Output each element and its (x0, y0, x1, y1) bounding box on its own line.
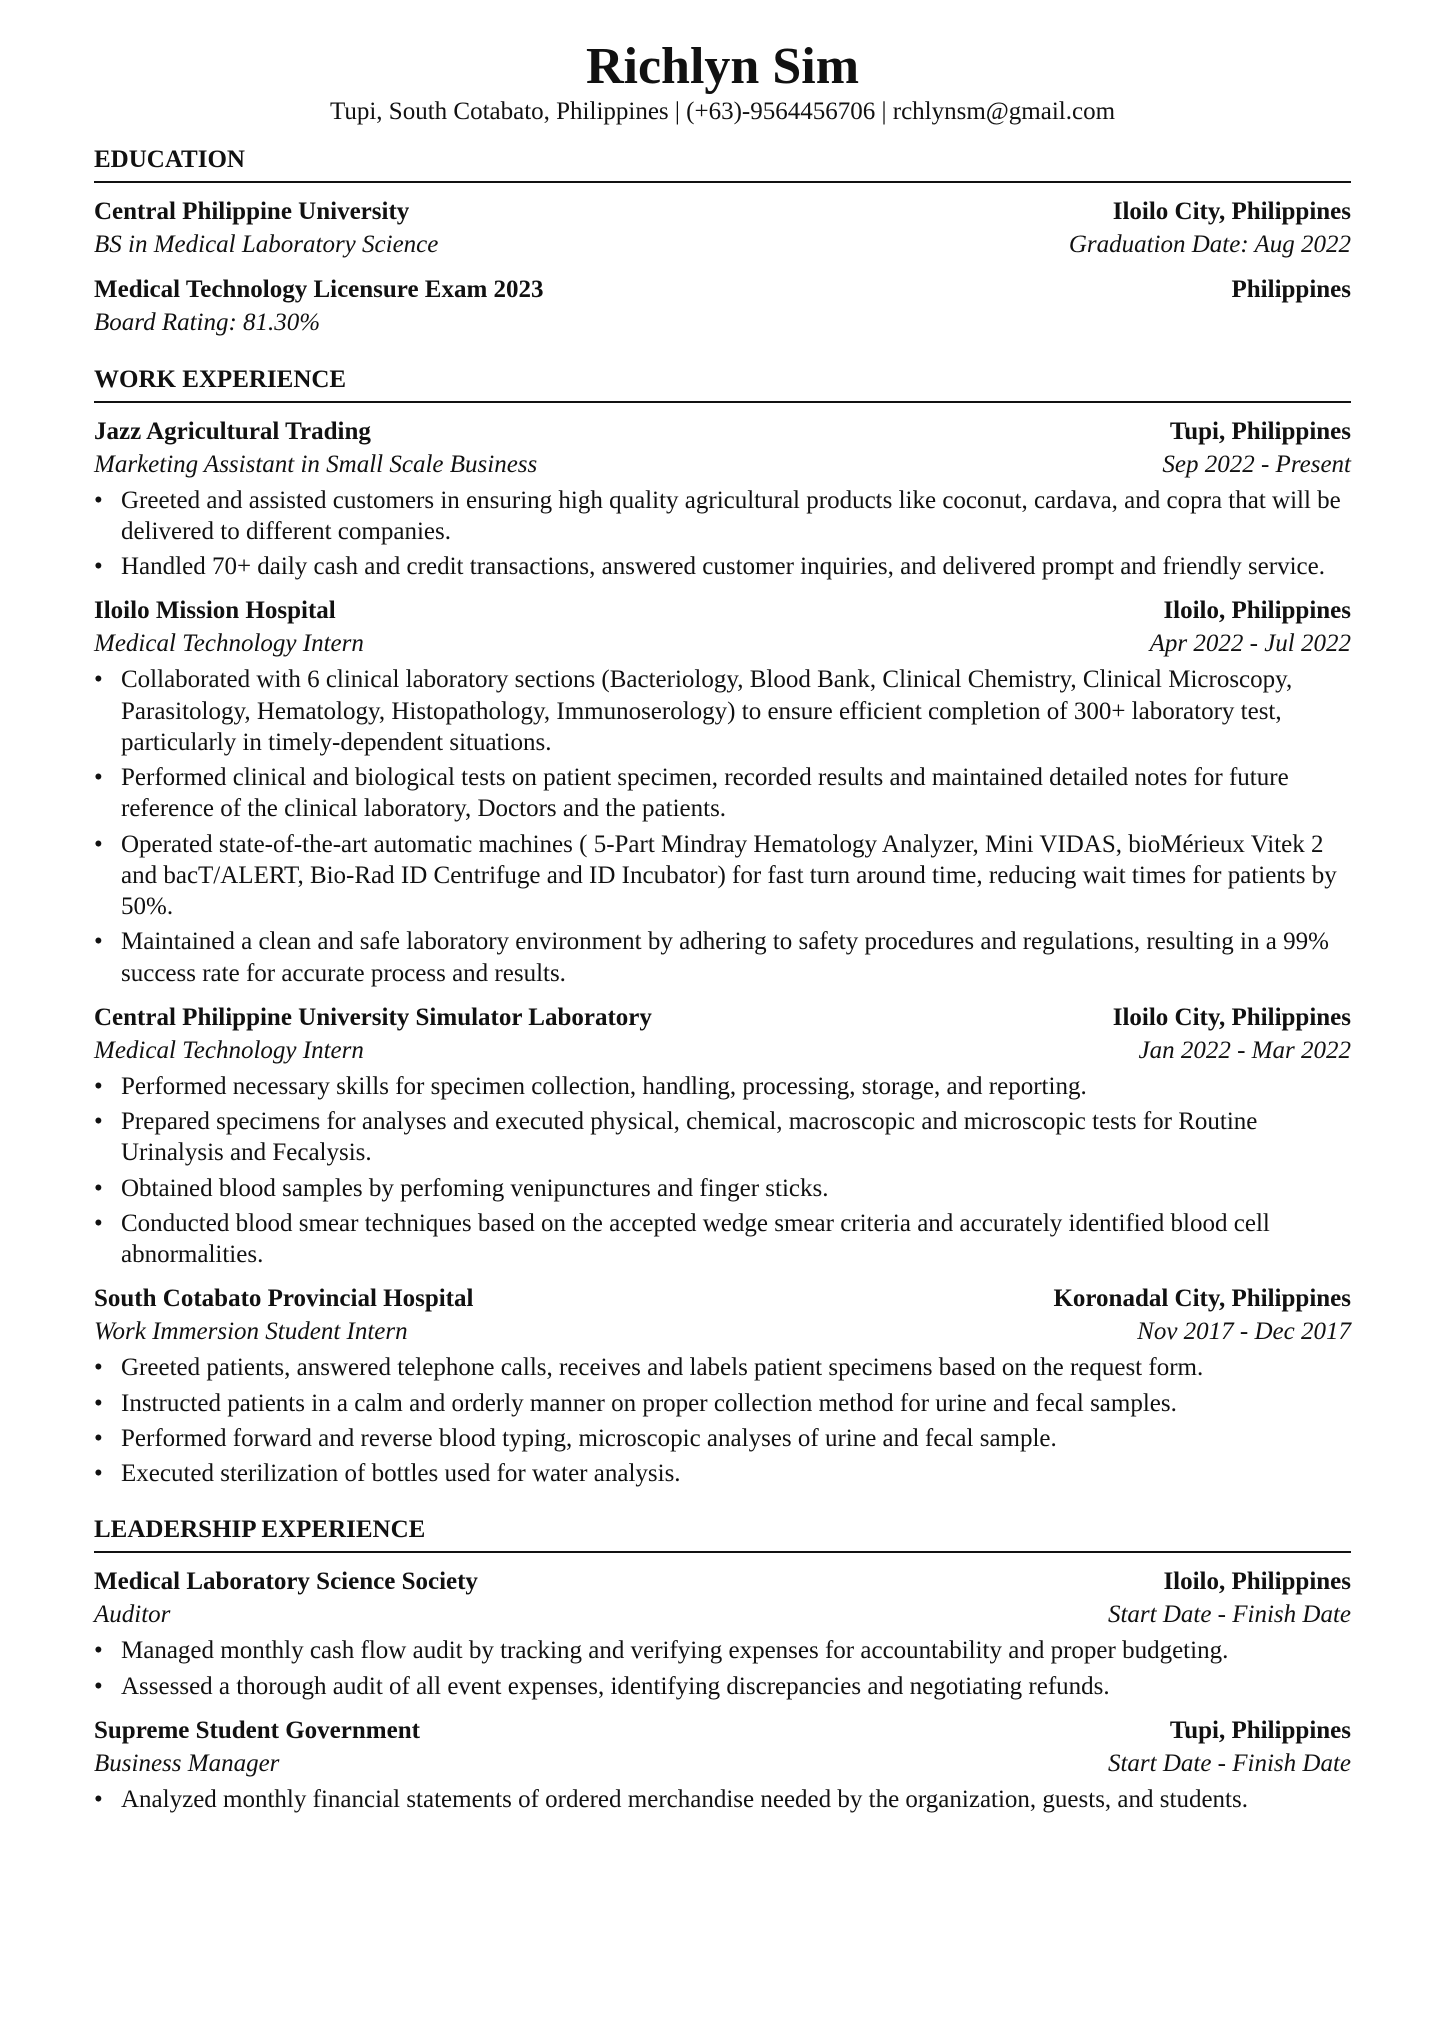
bullet-item: • Executed sterilization of bottles used for water analysis. (121, 1458, 1351, 1489)
bullet-list (94, 1784, 1351, 1815)
education-heading: EDUCATION (94, 145, 1351, 183)
bullet-item: • Greeted patients, answered telephone calls, receives and labels patient specimens based on the request form. (121, 1352, 1351, 1383)
entry-date: Nov 2017 - Dec 2017 (1137, 1318, 1351, 1346)
work-entry (94, 415, 1351, 583)
education-entry (94, 195, 1351, 261)
entry-role: Work Immersion Student Intern (94, 1318, 408, 1346)
work-entry (94, 1001, 1351, 1271)
entry-role: Business Manager (94, 1749, 280, 1777)
leadership-heading: LEADERSHIP EXPERIENCE (94, 1515, 1351, 1553)
entry-date: Graduation Date: Aug 2022 (1068, 230, 1351, 258)
leadership-section (94, 1515, 1351, 1815)
work-experience-heading: WORK EXPERIENCE (94, 365, 1351, 403)
bullet-list (94, 1071, 1351, 1271)
bullet-item: • Performed necessary skills for specimen collection, handling, processing, storage, and reporting. (121, 1071, 1351, 1102)
entry-role: Medical Technology Intern (94, 630, 364, 658)
entry-role: Marketing Assistant in Small Scale Business (94, 450, 538, 478)
work-entry (94, 594, 1351, 989)
entry-location: Iloilo City, Philippines (1112, 197, 1351, 225)
contact-line: Tupi, South Cotabato, Philippines | (+63)-9564456706 | rchlynsm@gmail.com (329, 97, 1116, 125)
entry-date: Start Date - Finish Date (1107, 1601, 1351, 1629)
entry-role: BS in Medical Laboratory Science (94, 230, 439, 258)
bullet-item: • Handled 70+ daily cash and credit transactions, answered customer inquiries, and delivered prompt and friendly service. (121, 551, 1351, 582)
bullet-item: • Instructed patients in a calm and orderly manner on proper collection method for urine and fecal samples. (121, 1388, 1351, 1419)
entry-org: South Cotabato Provincial Hospital (94, 1285, 474, 1313)
entry-org: Supreme Student Government (94, 1716, 420, 1744)
entry-org: Central Philippine University (94, 197, 410, 225)
entry-org: Medical Laboratory Science Society (94, 1568, 478, 1596)
entry-org: Jazz Agricultural Trading (94, 417, 371, 445)
bullet-item: • Managed monthly cash flow audit by tracking and verifying expenses for accountability and proper budgeting. (121, 1635, 1351, 1666)
entry-location: Tupi, Philippines (1169, 1716, 1351, 1744)
bullet-item: • Performed clinical and biological tests on patient specimen, recorded results and maintained detailed notes for future reference of the clinical laboratory, Doctors and the patients. (121, 762, 1351, 825)
work-entry (94, 1282, 1351, 1489)
bullet-item: • Prepared specimens for analyses and executed physical, chemical, macroscopic and microscopic tests for Routine Urinalysis and Fecalysis. (121, 1106, 1351, 1169)
bullet-item: • Assessed a thorough audit of all event expenses, identifying discrepancies and negotiating refunds. (121, 1671, 1351, 1702)
entry-date: Start Date - Finish Date (1107, 1749, 1351, 1777)
bullet-item: • Obtained blood samples by perfoming venipunctures and finger sticks. (121, 1173, 1351, 1204)
education-entry (94, 273, 1351, 339)
entry-date: Jan 2022 - Mar 2022 (1138, 1036, 1351, 1064)
entry-location: Iloilo City, Philippines (1112, 1003, 1351, 1031)
entry-location: Iloilo, Philippines (1163, 1568, 1351, 1596)
bullet-item: • Analyzed monthly financial statements of ordered merchandise needed by the organization, guests, and students. (121, 1784, 1351, 1815)
education-section (94, 145, 1351, 339)
entry-location: Tupi, Philippines (1169, 417, 1351, 445)
leadership-entry (94, 1714, 1351, 1815)
entry-role: Board Rating: 81.30% (94, 308, 321, 336)
entry-date: Sep 2022 - Present (1162, 450, 1351, 478)
bullet-item: • Performed forward and reverse blood typing, microscopic analyses of urine and fecal sample. (121, 1423, 1351, 1454)
entry-org: Medical Technology Licensure Exam 2023 (94, 275, 544, 303)
bullet-list (94, 664, 1351, 989)
bullet-list (94, 485, 1351, 583)
entry-role: Medical Technology Intern (94, 1036, 364, 1064)
leadership-entry (94, 1565, 1351, 1702)
entry-org: Iloilo Mission Hospital (94, 597, 336, 625)
bullet-list (94, 1352, 1351, 1489)
bullet-item: • Operated state-of-the-art automatic machines ( 5-Part Mindray Hematology Analyzer, Mini VIDAS, bioMérieux Vitek 2 and bacT/ALERT, Bio-Rad ID Centrifuge and ID Incubator) for fast turn around time, reducing wait times for patients by 50%. (121, 829, 1351, 923)
candidate-name: Richlyn Sim (585, 38, 860, 95)
bullet-item: • Greeted and assisted customers in ensuring high quality agricultural products like coconut, cardava, and copra that will be delivered to different companies. (121, 485, 1351, 548)
bullet-list (94, 1635, 1351, 1702)
bullet-item: • Collaborated with 6 clinical laboratory sections (Bacteriology, Blood Bank, Clinical Chemistry, Clinical Microscopy, Parasitology, Hematology, Histopathology, Immunoserology) to ensure efficient completion of 300+ laboratory test, particularly in timely-dependent situations. (121, 664, 1351, 758)
entry-location: Koronadal City, Philippines (1053, 1285, 1351, 1313)
entry-location: Iloilo, Philippines (1163, 597, 1351, 625)
bullet-item: • Conducted blood smear techniques based on the accepted wedge smear criteria and accurately identified blood cell abnormalities. (121, 1208, 1351, 1271)
entry-date: Apr 2022 - Jul 2022 (1149, 630, 1351, 658)
entry-role: Auditor (94, 1601, 171, 1629)
entry-location: Philippines (1231, 275, 1351, 303)
work-experience-section (94, 365, 1351, 1490)
bullet-item: • Maintained a clean and safe laboratory environment by adhering to safety procedures and regulations, resulting in a 99% success rate for accurate process and results. (121, 926, 1351, 989)
entry-org: Central Philippine University Simulator Laboratory (94, 1003, 652, 1031)
